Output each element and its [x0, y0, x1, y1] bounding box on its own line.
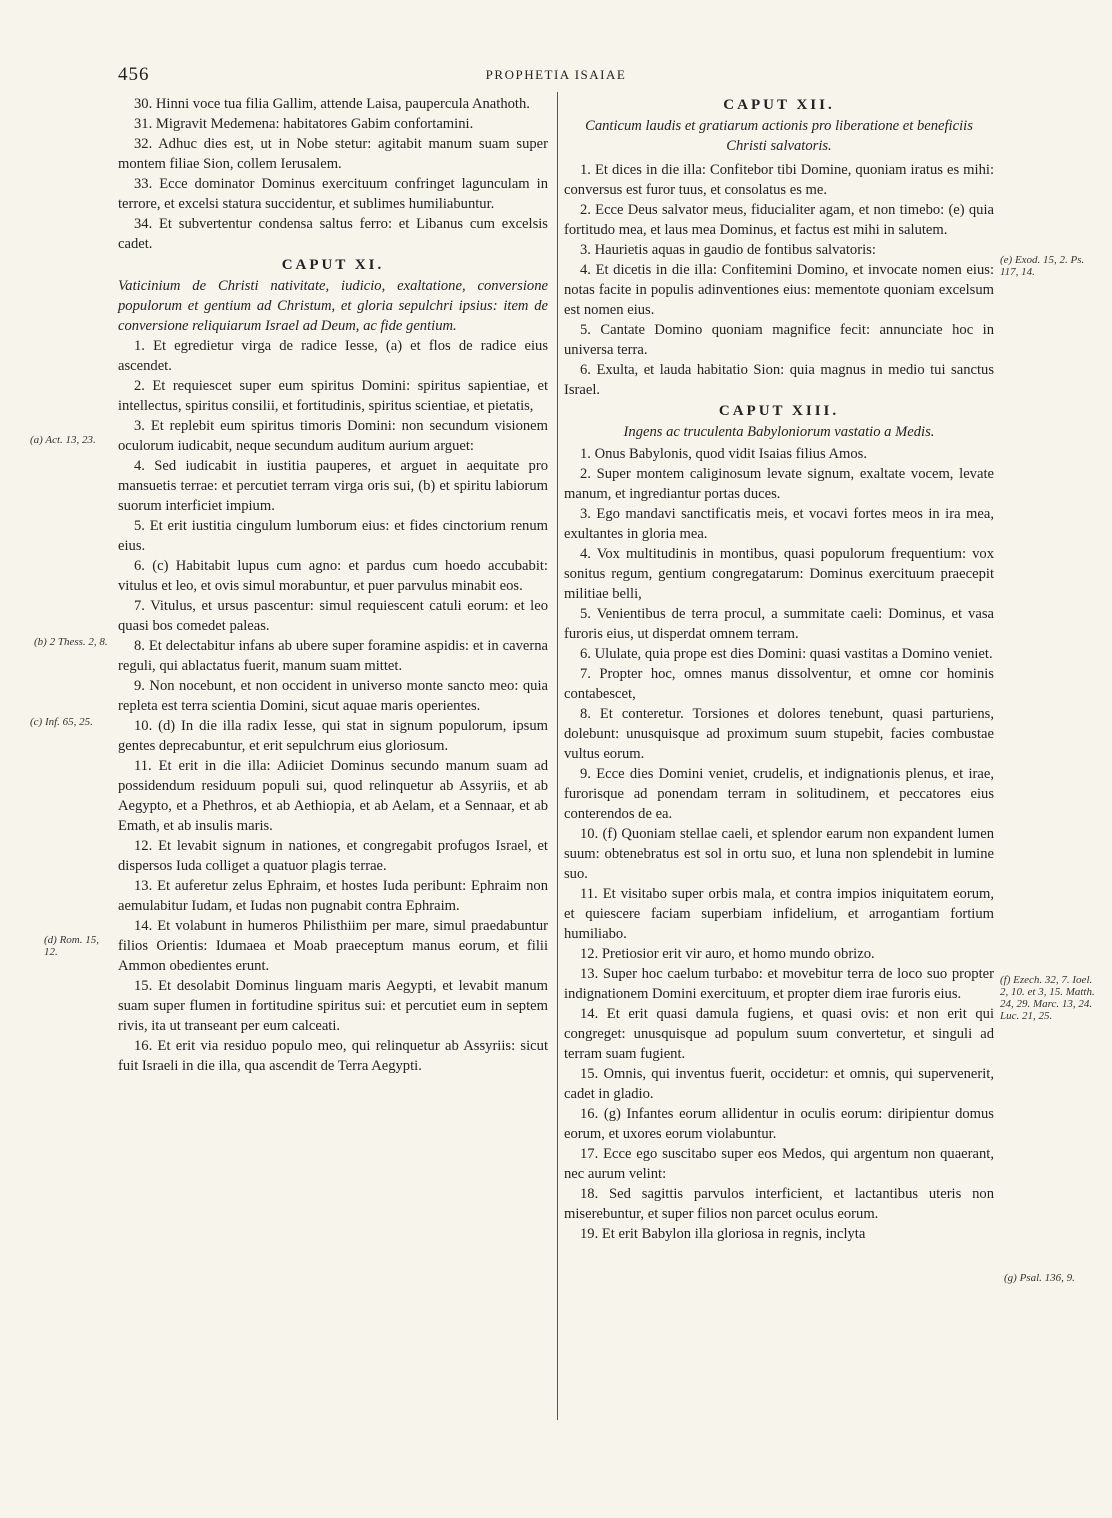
verse: 3. Ego mandavi sanctificatis meis, et vocavi fortes meos in ira mea, exultantes in gloria mea. [564, 506, 994, 542]
verse: 10. (d) In die illa radix Iesse, qui stat in signum populorum, ipsum gentes deprecabuntur, et erit sepulchrum eius gloriosum. [118, 718, 548, 754]
verse: 16. Et erit via residuo populo meo, qui relinquetur ab Assyriis: sicut fuit Israeli in die illa, qua ascendit de Terra Aegypti. [118, 1038, 548, 1074]
verse: 31. Migravit Medemena: habitatores Gabim confortamini. [134, 116, 474, 132]
chapter-heading: CAPUT XI. [281, 257, 385, 273]
chapter-heading: CAPUT XIII. [718, 403, 840, 419]
margin-note: (c) Inf. 65, 25. [30, 716, 93, 728]
margin-note: (a) Act. 13, 23. [30, 434, 96, 446]
verse: 14. Et erit quasi damula fugiens, et quasi ovis: et non erit qui congreget: unusquisque ad populum suum convertetur, et singuli ad terram suam fugient. [564, 1006, 994, 1062]
verse: 18. Sed sagittis parvulos interficient, et lactantibus uteris non miserebuntur, et super filios non parcet oculus eorum. [564, 1186, 994, 1222]
verse: 5. Cantate Domino quoniam magnifice fecit: annunciate hoc in universa terra. [564, 322, 994, 358]
verse: 30. Hinni voce tua filia Gallim, attende Laisa, paupercula Anathoth. [134, 96, 530, 112]
verse: 15. Omnis, qui inventus fuerit, occidetur: et omnis, qui supervenerit, cadet in gladio. [564, 1066, 994, 1102]
verse: 19. Et erit Babylon illa gloriosa in regnis, inclyta [580, 1226, 866, 1242]
verse: 4. Sed iudicabit in iustitia pauperes, et arguet in aequitate pro mansuetis terrae: et percutiet terram virga oris sui, (b) et spiritu labiorum suorum interficiet impium. [118, 458, 548, 514]
chapter-argument: Vaticinium de Christi nativitate, iudicio, exaltatione, conversione populorum et gentium ad Christum, et gloria sepulchri ipsius: item de conversione reliquiarum Israel ad Deum, ac fide gentium. [118, 278, 548, 334]
verse: 2. Ecce Deus salvator meus, fiducialiter agam, et non timebo: (e) quia fortitudo mea, et laus mea Dominus, et factus est mihi in salutem. [564, 202, 994, 238]
verse: 3. Haurietis aquas in gaudio de fontibus salvatoris: [580, 242, 876, 258]
verse: 4. Vox multitudinis in montibus, quasi populorum frequentium: vox sonitus regum, gentium congregatarum: Dominus exercituum praecepit militiae belli, [564, 546, 994, 602]
verse: 5. Venientibus de terra procul, a summitate caeli: Dominus, et vasa furoris eius, ut disperdat omnem terram. [564, 606, 994, 642]
verse: 1. Et egredietur virga de radice Iesse, (a) et flos de radice eius ascendet. [118, 338, 548, 374]
verse: 13. Et auferetur zelus Ephraim, et hostes Iuda peribunt: Ephraim non aemulabitur Iudam, et Iudas non pugnabit contra Ephraim. [118, 878, 548, 914]
margin-note: (e) Exod. 15, 2. Ps. 117, 14. [1000, 254, 1085, 278]
verse: 9. Ecce dies Domini veniet, crudelis, et indignationis plenus, et irae, furorisque ad ponendam terram in solitudinem, et peccatores eius conterendos de ea. [564, 766, 994, 822]
verse: 33. Ecce dominator Dominus exercituum confringet lagunculam in terrore, et excelsi statura succidentur, et sublimes humiliabuntur. [118, 176, 548, 212]
verse: 3. Et replebit eum spiritus timoris Domini: non secundum visionem oculorum iudicabit, neque secundum auditum aurium arguet: [118, 418, 548, 454]
verse: 7. Propter hoc, omnes manus dissolventur, et omne cor hominis contabescet, [564, 666, 994, 702]
verse: 4. Et dicetis in die illa: Confitemini Domino, et invocate nomen eius: notas facite in populis adinventiones eius: mementote quoniam excelsum est nomen eius. [564, 262, 994, 318]
verse: 17. Ecce ego suscitabo super eos Medos, qui argentum non quaerant, nec aurum velint: [564, 1146, 994, 1182]
verse: 6. (c) Habitabit lupus cum agno: et pardus cum hoedo accubabit: vitulus et leo, et ovis simul morabuntur, et puer parvulus minabit eos. [118, 558, 548, 594]
verse: 8. Et conteretur. Torsiones et dolores tenebunt, quasi parturiens, dolebunt: unusquisque ad proximum suum stupebit, facies combustae vultus eorum. [564, 706, 994, 762]
verse: 15. Et desolabit Dominus linguam maris Aegypti, et levabit manum suam super flumen in fortitudine spiritus sui: et percutiet eum in septem rivis, ita ut transeant per eum calceati. [118, 978, 548, 1034]
verse: 11. Et erit in die illa: Adiiciet Dominus secundo manum suam ad possidendum residuum populi sui, quod relinquetur ab Assyriis, et ab Aegypto, et a Phethros, et ab Aethiopia, et ab Aelam, et a Sennaar, et ab Emath, et ab insulis maris. [118, 758, 548, 834]
verse: 9. Non nocebunt, et non occident in universo monte sancto meo: quia repleta est terra scientia Domini, sicut aquae maris operientes. [118, 678, 548, 714]
margin-note: (f) Ezech. 32, 7. Ioel. 2, 10. et 3, 15. Matth. 24, 29. Marc. 13, 24. Luc. 21, 25. [1000, 974, 1095, 1022]
chapter-argument: Canticum laudis et gratiarum actionis pro liberatione et beneficiis Christi salvatoris. [585, 118, 973, 154]
verse: 7. Vitulus, et ursus pascentur: simul requiescent catuli eorum: et leo quasi bos comedet paleas. [118, 598, 548, 634]
verse: 10. (f) Quoniam stellae caeli, et splendor earum non expandent lumen suum: obtenebratus est sol in ortu suo, et luna non splendebit in lumine suo. [564, 826, 994, 882]
margin-note: (g) Psal. 136, 9. [1004, 1272, 1075, 1284]
verse: 12. Et levabit signum in nationes, et congregabit profugos Israel, et dispersos Iuda colliget a quatuor plagis terrae. [118, 838, 548, 874]
margin-note: (b) 2 Thess. 2, 8. [34, 636, 108, 648]
verse: 2. Super montem caliginosum levate signum, exaltate vocem, levate manum, et ingrediantur portas duces. [564, 466, 994, 502]
verse: 1. Et dices in die illa: Confitebor tibi Domine, quoniam iratus es mihi: conversus est furor tuus, et consolatus es me. [564, 162, 994, 198]
column-divider [557, 92, 558, 1420]
verse: 8. Et delectabitur infans ab ubere super foramine aspidis: et in caverna reguli, qui ablactatus fuerit, manum suam mittet. [118, 638, 548, 674]
right-column [564, 94, 994, 1244]
running-title: PROPHETIA ISAIAE [485, 67, 627, 82]
page-header [118, 64, 994, 86]
verse: 5. Et erit iustitia cingulum lumborum eius: et fides cinctorium renum eius. [118, 518, 548, 554]
verse: 13. Super hoc caelum turbabo: et movebitur terra de loco suo propter indignationem Domini exercituum, et propter diem irae furoris eius. [564, 966, 994, 1002]
verse: 11. Et visitabo super orbis mala, et contra impios iniquitatem eorum, et quiescere faciam superbiam infidelium, et arrogantiam fortium humiliabo. [564, 886, 994, 942]
chapter-heading: CAPUT XII. [723, 97, 835, 113]
verse: 6. Exulta, et lauda habitatio Sion: quia magnus in medio tui sanctus Israel. [564, 362, 994, 398]
chapter-argument: Ingens ac truculenta Babyloniorum vastatio a Medis. [623, 424, 935, 440]
verse: 34. Et subvertentur condensa saltus ferro: et Libanus cum excelsis cadet. [118, 216, 548, 252]
verse: 32. Adhuc dies est, ut in Nobe stetur: agitabit manum suam super montem filiae Sion, collem Ierusalem. [118, 136, 548, 172]
verse: 1. Onus Babylonis, quod vidit Isaias filius Amos. [580, 446, 868, 462]
verse: 14. Et volabunt in humeros Philisthiim per mare, simul praedabuntur filios Orientis: Idumaea et Moab praeceptum manus eorum, et filii Ammon obedientes erunt. [118, 918, 548, 974]
page-number: 456 [118, 64, 150, 85]
left-column [118, 94, 548, 1076]
verse: 12. Pretiosior erit vir auro, et homo mundo obrizo. [580, 946, 875, 962]
verse: 16. (g) Infantes eorum allidentur in oculis eorum: diripientur domus eorum, et uxores eorum violabuntur. [564, 1106, 994, 1142]
verse: 6. Ululate, quia prope est dies Domini: quasi vastitas a Domino veniet. [580, 646, 993, 662]
verse: 2. Et requiescet super eum spiritus Domini: spiritus sapientiae, et intellectus, spiritus consilii, et fortitudinis, spiritus scientiae, et pietatis, [118, 378, 548, 414]
margin-note: (d) Rom. 15, 12. [44, 934, 99, 958]
